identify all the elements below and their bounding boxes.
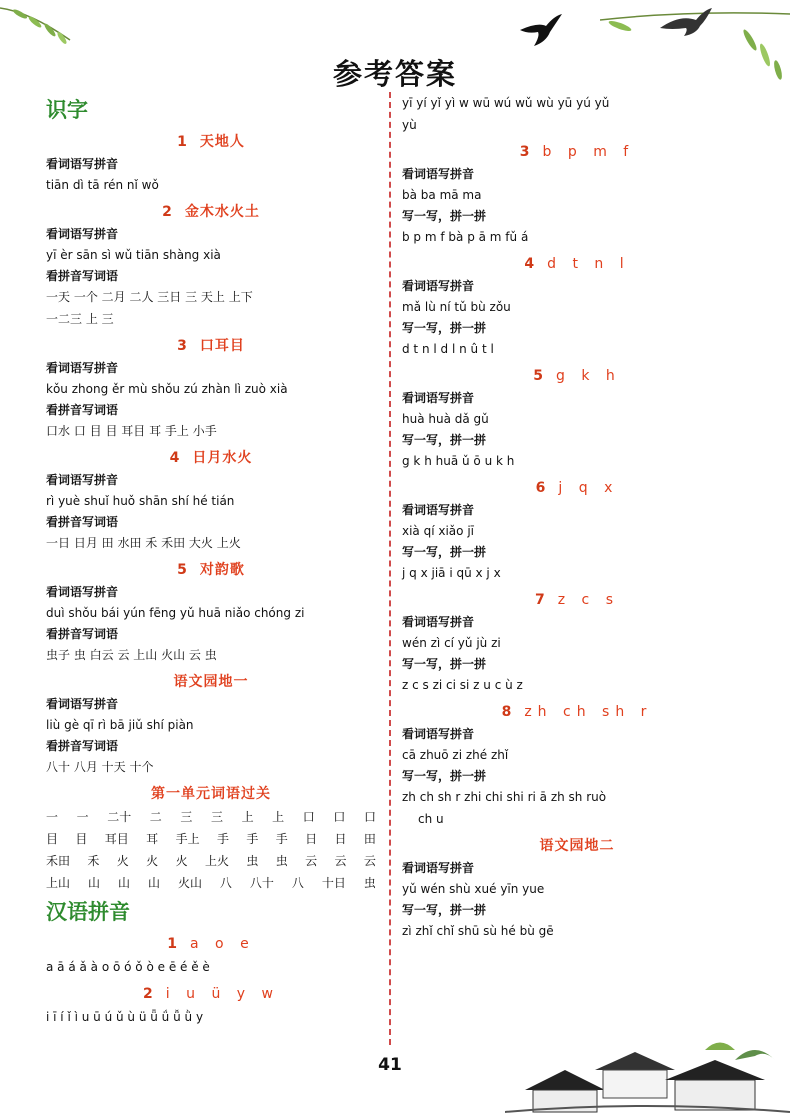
lesson-heading: 语文园地二 xyxy=(539,838,615,854)
word-cell: 云 xyxy=(305,854,318,868)
word-cell: 云 xyxy=(334,854,347,868)
word-cell: 八 xyxy=(219,876,232,890)
word-cell: 八十 xyxy=(249,876,274,890)
answer-line: tiān dì tā rén nǐ wǒ xyxy=(46,178,159,192)
word-grid-row xyxy=(46,850,376,872)
word-grid-row xyxy=(46,872,376,894)
exercise-label: 看拼音写词语 xyxy=(46,403,119,417)
right-column xyxy=(402,92,752,942)
word-cell: 耳 xyxy=(146,832,159,846)
exercise-label: 写一写，拼一拼 xyxy=(402,209,487,223)
lesson-heading: 1 a o e xyxy=(167,936,255,952)
word-cell: 手 xyxy=(246,832,259,846)
exercise-label: 写一写，拼一拼 xyxy=(402,321,487,335)
exercise-label: 写一写，拼一拼 xyxy=(402,657,487,671)
exercise-label: 看拼音写词语 xyxy=(46,515,119,529)
word-cell: 日 xyxy=(305,832,318,846)
exercise-label: 看拼音写词语 xyxy=(46,739,119,753)
answer-line: bà ba mā ma xyxy=(402,188,482,202)
exercise-label: 看拼音写词语 xyxy=(46,269,119,283)
word-grid-row xyxy=(46,806,376,828)
exercise-label: 看词语写拼音 xyxy=(402,615,475,629)
answer-line: zì zhǐ chǐ shū sù hé bù gē xyxy=(402,924,554,938)
answer-line: 一日 日月 田 水田 禾 禾田 大火 上火 xyxy=(46,536,241,550)
word-cell: 一 xyxy=(76,810,89,824)
lesson-heading: 4 日月水火 xyxy=(169,450,253,466)
exercise-label: 看词语写拼音 xyxy=(402,167,475,181)
word-cell: 火 xyxy=(146,854,159,868)
left-column xyxy=(46,92,376,1028)
answer-line: 虫子 虫 白云 云 上山 火山 云 虫 xyxy=(46,648,217,662)
exercise-label: 看词语写拼音 xyxy=(402,503,475,517)
answer-line: ch u xyxy=(418,812,444,826)
answer-line: rì yuè shuǐ huǒ shān shí hé tián xyxy=(46,494,235,508)
word-cell: 虫 xyxy=(363,876,376,890)
answer-line: yù xyxy=(402,118,417,132)
word-cell: 田 xyxy=(363,832,376,846)
answer-line: kǒu zhong ěr mù shǒu zú zhàn lì zuò xià xyxy=(46,382,288,396)
word-cell: 三 xyxy=(210,810,223,824)
lesson-heading: 8 zh ch sh r xyxy=(501,704,653,720)
exercise-label: 看词语写拼音 xyxy=(402,391,475,405)
answer-line: j q x jiā i qū x j x xyxy=(402,566,501,580)
lesson-heading: 2 i u ü y w xyxy=(143,986,279,1002)
answer-line: 口水 口 目 目 耳目 耳 手上 小手 xyxy=(46,424,217,438)
word-cell: 二 xyxy=(149,810,162,824)
word-cell: 三 xyxy=(180,810,193,824)
exercise-label: 看词语写拼音 xyxy=(46,697,119,711)
word-cell: 手 xyxy=(275,832,288,846)
answer-line: d t n l d l n û t l xyxy=(402,342,494,356)
answer-line: b p m f bà p ā m fǔ á xyxy=(402,230,529,244)
word-cell: 上火 xyxy=(204,854,229,868)
answer-line: 一二三 上 三 xyxy=(46,312,114,326)
exercise-label: 写一写，拼一拼 xyxy=(402,545,487,559)
lesson-heading: 7 z c s xyxy=(535,592,619,608)
lesson-heading: 3 口耳目 xyxy=(177,338,245,354)
exercise-label: 看词语写拼音 xyxy=(402,279,475,293)
answer-line: yī yí yǐ yì w wū wú wǔ wù yū yú yǔ xyxy=(402,96,610,110)
lesson-heading: 5 对韵歌 xyxy=(177,562,245,578)
answer-line: cā zhuō zi zhé zhǐ xyxy=(402,748,509,762)
lesson-heading: 1 天地人 xyxy=(177,134,245,150)
word-cell: 目 xyxy=(75,832,88,846)
exercise-label: 写一写，拼一拼 xyxy=(402,433,487,447)
word-cell: 二十 xyxy=(107,810,132,824)
exercise-label: 看词语写拼音 xyxy=(46,473,119,487)
answer-line: g k h huā ǔ ō u k h xyxy=(402,454,515,468)
exercise-label: 看词语写拼音 xyxy=(46,157,119,171)
word-cell: 禾田 xyxy=(46,854,71,868)
answer-line: a ā á ǎ à o ō ó ǒ ò e ē é ě è xyxy=(46,960,210,974)
lesson-heading: 6 j q x xyxy=(535,480,619,496)
lesson-heading: 语文园地一 xyxy=(173,674,249,690)
lesson-heading: 3 b p m f xyxy=(519,144,635,160)
word-cell: 口 xyxy=(333,810,346,824)
answer-line: liù gè qī rì bā jiǔ shí piàn xyxy=(46,718,194,732)
exercise-label: 看词语写拼音 xyxy=(46,585,119,599)
lesson-heading: 第一单元词语过关 xyxy=(151,786,271,802)
answer-line: 一天 一个 二月 二人 三日 三 天上 上下 xyxy=(46,290,253,304)
word-cell: 一 xyxy=(46,810,59,824)
word-cell: 八 xyxy=(291,876,304,890)
answer-line: yī èr sān sì wǔ tiān shàng xià xyxy=(46,248,221,262)
word-cell: 火山 xyxy=(177,876,202,890)
page-number: 41 xyxy=(378,1055,402,1075)
answer-line: zh ch sh r zhi chi shi ri ā zh sh ruò xyxy=(402,790,607,804)
answer-line: i ī í ǐ ì u ū ú ǔ ù ü ǖ ǘ ǚ ǜ y xyxy=(46,1010,204,1024)
column-divider xyxy=(389,92,391,1045)
page-title: 参考答案 xyxy=(332,57,457,91)
swallow-icon xyxy=(518,12,564,48)
exercise-label: 看词语写拼音 xyxy=(46,227,119,241)
answer-line: duì shǒu bái yún fēng yǔ huā niǎo chóng zi xyxy=(46,606,305,620)
exercise-label: 看词语写拼音 xyxy=(402,861,475,875)
word-cell: 山 xyxy=(87,876,100,890)
word-cell: 上 xyxy=(241,810,254,824)
lesson-heading: 2 金木水火土 xyxy=(162,204,260,220)
exercise-label: 看词语写拼音 xyxy=(402,727,475,741)
answer-line: 八十 八月 十天 十个 xyxy=(46,760,154,774)
answer-line: z c s zi ci si z u c ù z xyxy=(402,678,523,692)
answer-line: wén zì cí yǔ jù zi xyxy=(402,636,501,650)
section-heading: 识字 xyxy=(46,98,88,122)
word-cell: 山 xyxy=(147,876,160,890)
word-cell: 十日 xyxy=(321,876,346,890)
word-cell: 云 xyxy=(363,854,376,868)
word-cell: 火 xyxy=(175,854,188,868)
answer-line: mǎ lù ní tǔ bù zǒu xyxy=(402,300,511,314)
word-cell: 目 xyxy=(46,832,59,846)
word-cell: 上山 xyxy=(46,876,71,890)
answer-line: huà huà dǎ gǔ xyxy=(402,412,489,426)
word-cell: 虫 xyxy=(246,854,259,868)
exercise-label: 写一写，拼一拼 xyxy=(402,903,487,917)
word-cell: 上 xyxy=(272,810,285,824)
exercise-label: 写一写，拼一拼 xyxy=(402,769,487,783)
answer-line: yǔ wén shù xué yīn yue xyxy=(402,882,545,896)
word-cell: 口 xyxy=(363,810,376,824)
exercise-label: 看词语写拼音 xyxy=(46,361,119,375)
word-cell: 火 xyxy=(116,854,129,868)
word-cell: 禾 xyxy=(87,854,100,868)
word-cell: 手上 xyxy=(175,832,200,846)
answer-line: xià qí xiǎo jī xyxy=(402,524,474,538)
willow-branch-icon xyxy=(0,0,80,60)
section-heading: 汉语拼音 xyxy=(46,900,130,924)
word-cell: 日 xyxy=(334,832,347,846)
word-grid-row xyxy=(46,828,376,850)
exercise-label: 看拼音写词语 xyxy=(46,627,119,641)
lesson-heading: 4 d t n l xyxy=(524,256,630,272)
word-cell: 口 xyxy=(302,810,315,824)
word-cell: 手 xyxy=(216,832,229,846)
word-cell: 山 xyxy=(117,876,130,890)
word-cell: 耳目 xyxy=(104,832,129,846)
lesson-heading: 5 g k h xyxy=(533,368,621,384)
word-cell: 虫 xyxy=(275,854,288,868)
